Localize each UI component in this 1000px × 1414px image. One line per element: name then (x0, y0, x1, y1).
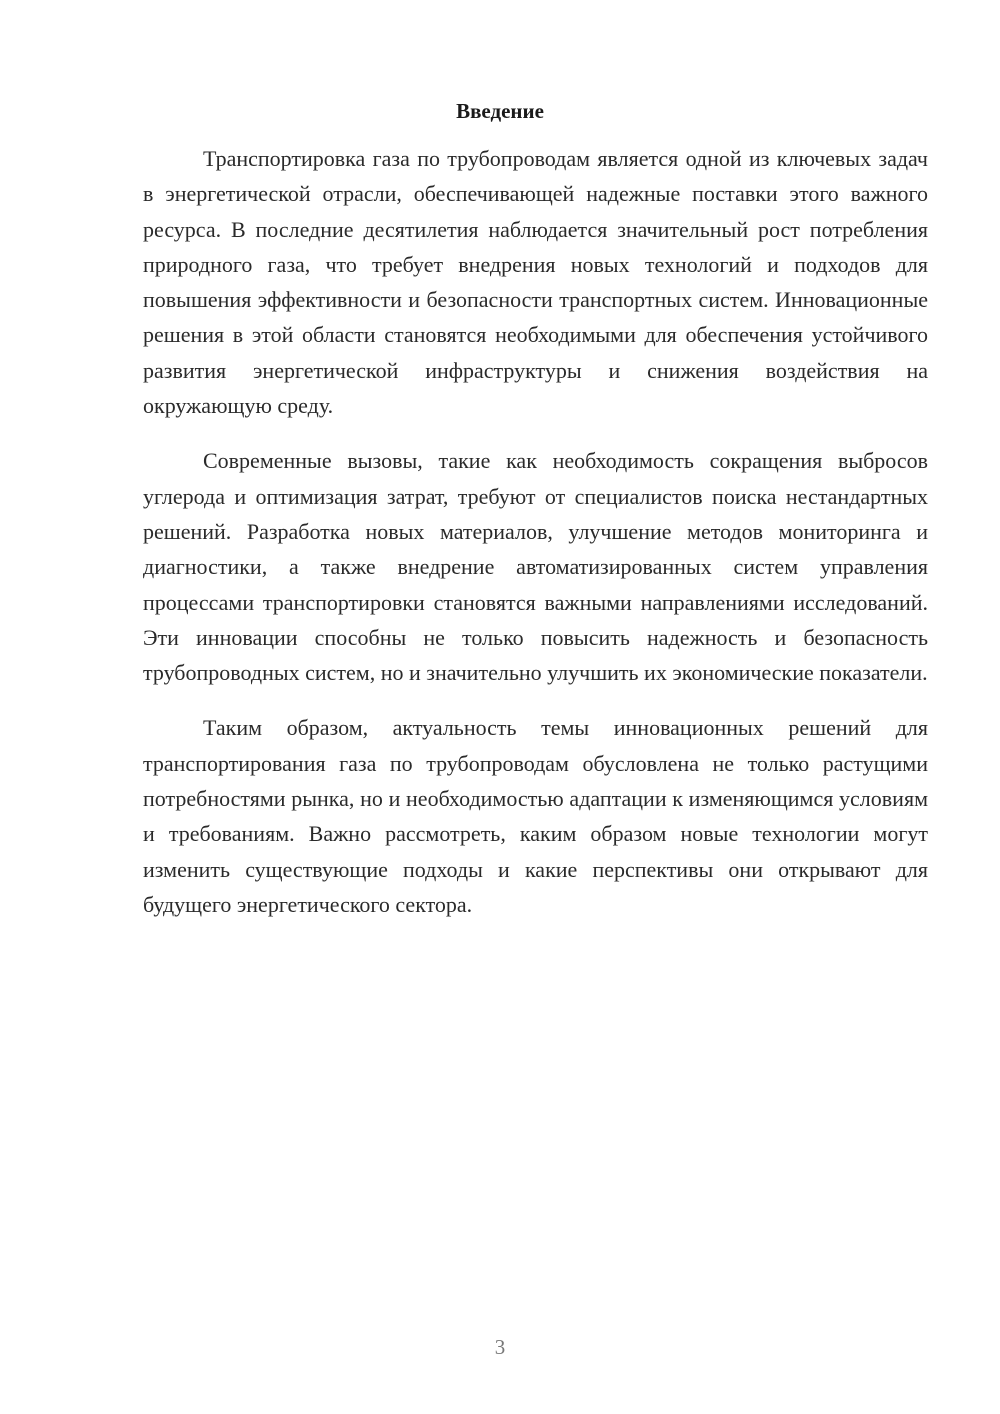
paragraph: Транспортировка газа по трубопроводам является одной из ключевых задач в энергетической отрасли, обеспечивающей надежные поставки этого важного ресурса. В последние десятилетия наблюдается значительный рост потребления природного газа, что требует внедрения новых технологий и подходов для повышения эффективности и безопасности транспортных систем. Инновационные решения в этой области становятся необходимыми для обеспечения устойчивого развития энергетической инфраструктуры и снижения воздействия на окружающую среду. (143, 146, 928, 419)
section-heading: Введение (456, 99, 544, 123)
paragraph: Современные вызовы, такие как необходимость сокращения выбросов углерода и оптимизация затрат, требуют от специалистов поиска нестандартных решений. Разработка новых материалов, улучшение методов мониторинга и диагностики, а также внедрение автоматизированных систем управления процессами транспортировки становятся важными направлениями исследований. Эти инновации способны не только повысить надежность и безопасность трубопроводных систем, но и значительно улучшить их экономические показатели. (143, 448, 928, 686)
body-text (143, 141, 928, 942)
paragraph: Таким образом, актуальность темы инновационных решений для транспортирования газа по трубопроводам обусловлена не только растущими потребностями рынка, но и необходимостью адаптации к изменяющимся условиям и требованиям. Важно рассмотреть, каким образом новые технологии могут изменить существующие подходы и какие перспективы они открывают для будущего энергетического сектора. (143, 715, 928, 917)
page-number: 3 (494, 1335, 506, 1359)
